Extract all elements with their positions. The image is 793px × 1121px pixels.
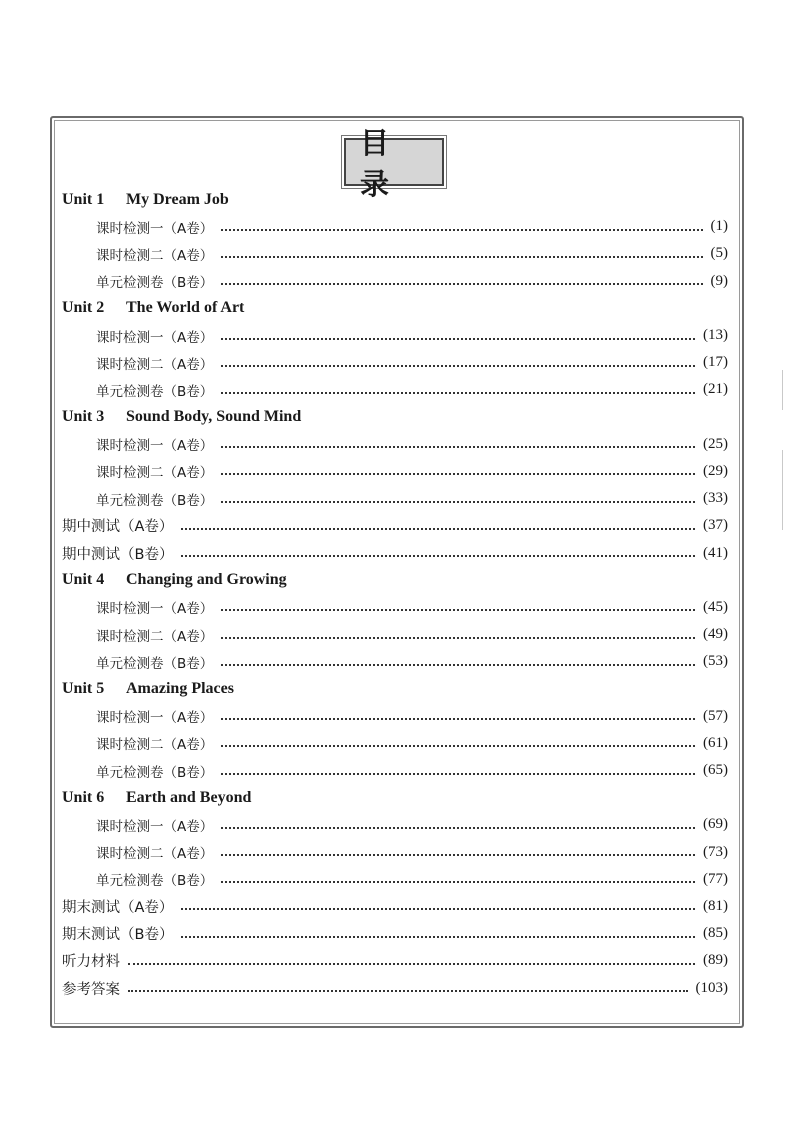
page-number: (41) <box>703 544 728 561</box>
toc-unit-heading[interactable] <box>62 567 728 594</box>
page-number: (73) <box>703 843 728 860</box>
toc-entry[interactable] <box>62 268 728 295</box>
unit-name: Earth and Beyond <box>126 788 252 806</box>
toc-entry[interactable] <box>62 866 728 893</box>
entry-label: 课时检测二（A卷） <box>96 247 214 264</box>
scan-artifact <box>782 370 783 410</box>
toc-top-entry[interactable] <box>62 512 728 539</box>
dot-leader <box>221 827 695 829</box>
dot-leader <box>221 256 702 258</box>
toc-entry[interactable] <box>62 703 728 730</box>
toc-entry[interactable] <box>62 730 728 757</box>
dot-leader <box>221 637 695 639</box>
toc-entry[interactable] <box>62 839 728 866</box>
dot-leader <box>221 501 695 503</box>
entry-label: 期末测试（A卷） <box>62 899 174 916</box>
unit-number: Unit 6 <box>62 788 105 806</box>
table-of-contents <box>62 186 728 1002</box>
unit-number: Unit 5 <box>62 679 105 697</box>
dot-leader <box>221 473 695 475</box>
toc-entry[interactable] <box>62 811 728 838</box>
toc-entry[interactable] <box>62 213 728 240</box>
toc-entry[interactable] <box>62 485 728 512</box>
dot-leader <box>221 664 695 666</box>
entry-label: 课时检测一（A卷） <box>96 438 214 455</box>
dot-leader <box>221 392 695 394</box>
toc-entry[interactable] <box>62 648 728 675</box>
toc-unit-heading[interactable] <box>62 404 728 431</box>
entry-label: 课时检测一（A卷） <box>96 601 214 618</box>
toc-entry[interactable] <box>62 349 728 376</box>
page-number: (45) <box>703 598 728 615</box>
dot-leader <box>181 936 695 938</box>
toc-top-entry[interactable] <box>62 974 728 1001</box>
dot-leader <box>221 446 695 448</box>
page-number: (81) <box>703 897 728 914</box>
page-number: (37) <box>703 517 728 534</box>
entry-label: 课时检测一（A卷） <box>96 818 214 835</box>
toc-unit-heading[interactable] <box>62 675 728 702</box>
entry-label: 期中测试（B卷） <box>62 546 174 563</box>
entry-label: 课时检测二（A卷） <box>96 628 214 645</box>
entry-label: 单元检测卷（B卷） <box>96 873 214 890</box>
dot-leader <box>221 773 695 775</box>
entry-label: 课时检测二（A卷） <box>96 846 214 863</box>
dot-leader <box>221 718 695 720</box>
toc-unit-heading[interactable] <box>62 186 728 213</box>
entry-label: 期末测试（B卷） <box>62 927 174 944</box>
scan-artifact <box>782 450 783 530</box>
unit-number: Unit 3 <box>62 408 105 426</box>
unit-number: Unit 2 <box>62 299 105 317</box>
toc-top-entry[interactable] <box>62 920 728 947</box>
dot-leader <box>128 990 688 992</box>
page-number: (53) <box>703 653 728 670</box>
toc-unit-heading[interactable] <box>62 295 728 322</box>
page-number: (25) <box>703 435 728 452</box>
entry-label: 课时检测二（A卷） <box>96 356 214 373</box>
page-number: (9) <box>710 272 728 289</box>
dot-leader <box>221 854 695 856</box>
entry-label: 课时检测一（A卷） <box>96 329 214 346</box>
page-number: (29) <box>703 462 728 479</box>
unit-number: Unit 1 <box>62 190 105 208</box>
page-number: (77) <box>703 870 728 887</box>
page-number: (61) <box>703 734 728 751</box>
unit-name: The World of Art <box>126 299 245 317</box>
page-number: (103) <box>695 979 728 996</box>
dot-leader <box>221 745 695 747</box>
toc-top-entry[interactable] <box>62 539 728 566</box>
toc-top-entry[interactable] <box>62 947 728 974</box>
dot-leader <box>181 528 695 530</box>
entry-label: 单元检测卷（B卷） <box>96 764 214 781</box>
page-number: (5) <box>710 245 728 262</box>
dot-leader <box>221 609 695 611</box>
entry-label: 课时检测一（A卷） <box>96 710 214 727</box>
dot-leader <box>221 881 695 883</box>
unit-name: Sound Body, Sound Mind <box>126 408 302 426</box>
toc-entry[interactable] <box>62 458 728 485</box>
toc-entry[interactable] <box>62 431 728 458</box>
page-number: (65) <box>703 762 728 779</box>
entry-label: 单元检测卷（B卷） <box>96 492 214 509</box>
page-number: (13) <box>703 327 728 344</box>
dot-leader <box>181 908 695 910</box>
toc-entry[interactable] <box>62 240 728 267</box>
entry-label: 单元检测卷（B卷） <box>96 655 214 672</box>
dot-leader <box>221 229 702 231</box>
toc-entry[interactable] <box>62 376 728 403</box>
entry-label: 课时检测二（A卷） <box>96 737 214 754</box>
page-number: (33) <box>703 490 728 507</box>
toc-title: 目 录 <box>344 138 444 186</box>
entry-label: 听力材料 <box>62 954 120 971</box>
page-number: (69) <box>703 816 728 833</box>
toc-entry[interactable] <box>62 322 728 349</box>
page-number: (85) <box>703 925 728 942</box>
unit-name: My Dream Job <box>126 190 229 208</box>
page-number: (21) <box>703 381 728 398</box>
toc-unit-heading[interactable] <box>62 784 728 811</box>
entry-label: 课时检测一（A卷） <box>96 220 214 237</box>
unit-name: Amazing Places <box>126 679 234 697</box>
page-number: (1) <box>710 218 728 235</box>
dot-leader <box>221 365 695 367</box>
page-number: (49) <box>703 626 728 643</box>
toc-entry[interactable] <box>62 621 728 648</box>
unit-number: Unit 4 <box>62 571 105 589</box>
dot-leader <box>128 963 695 965</box>
toc-entry[interactable] <box>62 594 728 621</box>
dot-leader <box>221 338 695 340</box>
toc-entry[interactable] <box>62 757 728 784</box>
page-number: (17) <box>703 354 728 371</box>
entry-label: 课时检测二（A卷） <box>96 465 214 482</box>
page-number: (89) <box>703 952 728 969</box>
dot-leader <box>181 555 695 557</box>
entry-label: 参考答案 <box>62 981 120 998</box>
unit-name: Changing and Growing <box>126 571 287 589</box>
dot-leader <box>221 283 702 285</box>
entry-label: 单元检测卷（B卷） <box>96 275 214 292</box>
entry-label: 期中测试（A卷） <box>62 519 174 536</box>
entry-label: 单元检测卷（B卷） <box>96 383 214 400</box>
toc-top-entry[interactable] <box>62 893 728 920</box>
page-number: (57) <box>703 707 728 724</box>
